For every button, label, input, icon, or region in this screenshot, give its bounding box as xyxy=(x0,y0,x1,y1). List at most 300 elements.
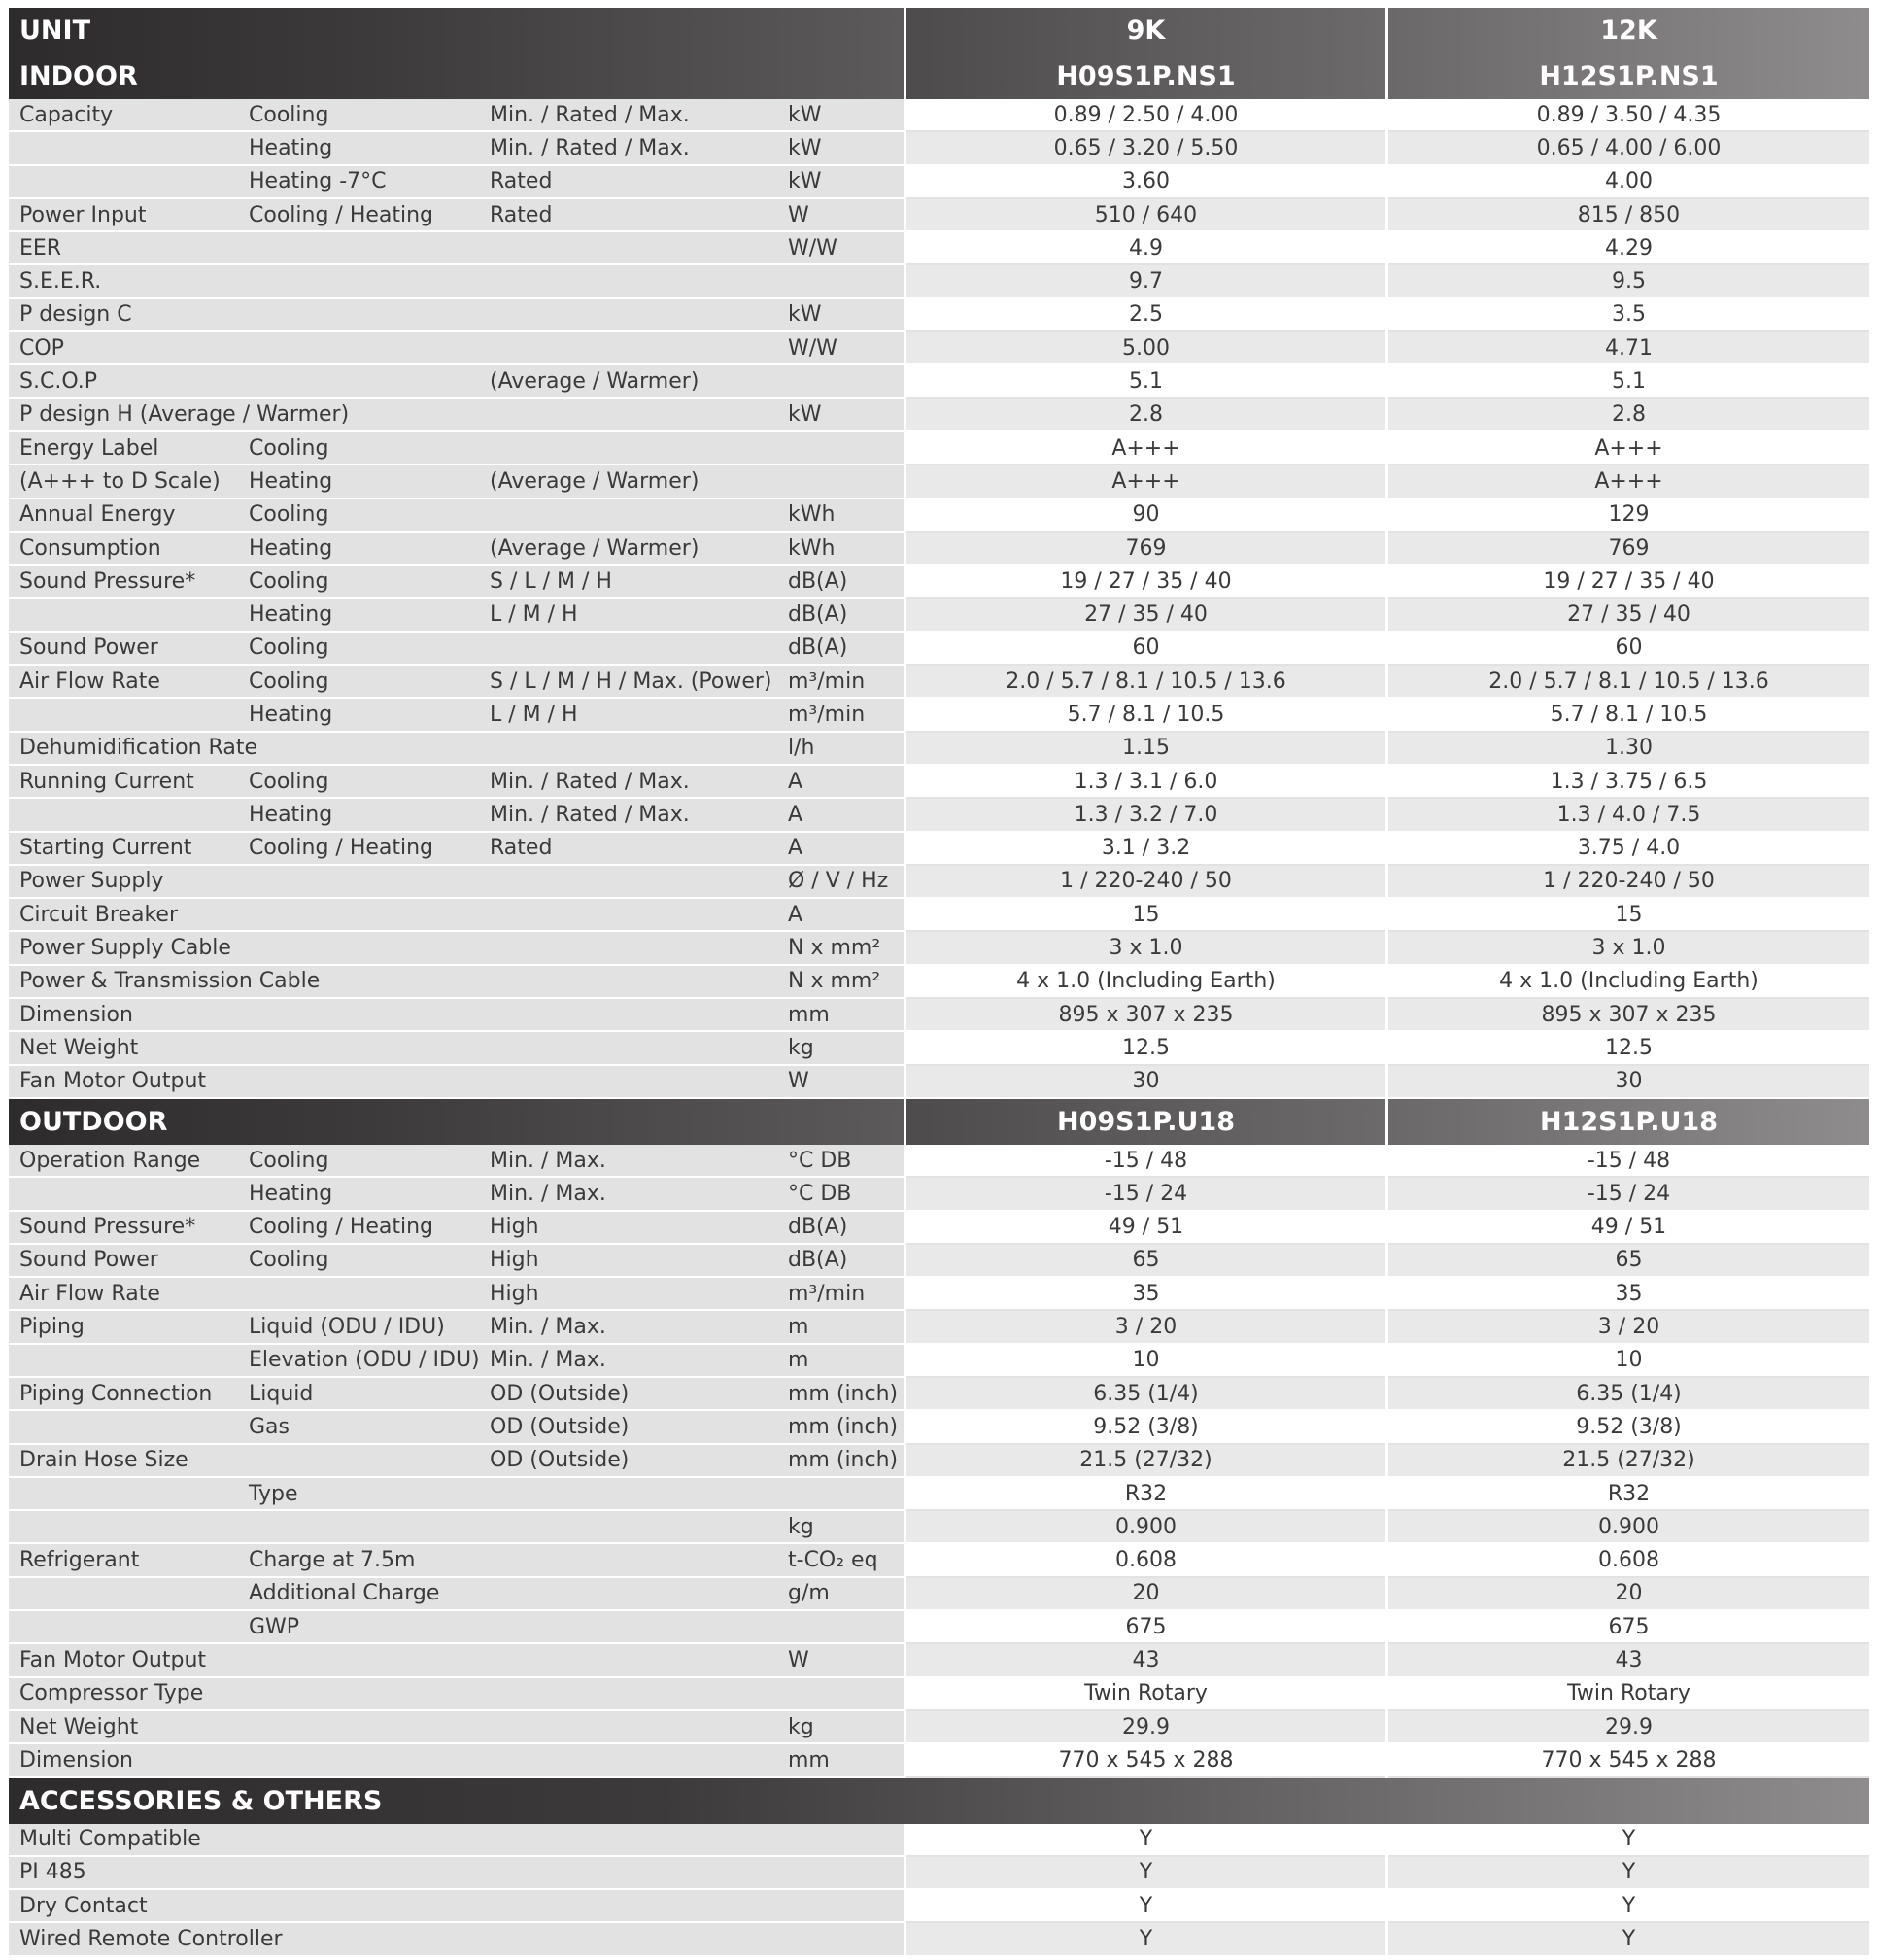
spec-condition: Rated xyxy=(490,202,553,227)
spec-label-cell xyxy=(9,199,904,232)
spec-item: Net Weight xyxy=(19,1714,139,1739)
spec-row xyxy=(9,1345,1869,1378)
spec-row xyxy=(9,766,1869,799)
value-9k: 3 x 1.0 xyxy=(906,932,1385,965)
value-9k: 769 xyxy=(906,533,1385,566)
spec-condition: High xyxy=(490,1281,539,1306)
value-12k: 3.5 xyxy=(1388,299,1869,332)
section-title: INDOOR xyxy=(9,53,904,99)
value-9k: 12.5 xyxy=(906,1032,1385,1065)
capacity-9k-header: 9K xyxy=(906,8,1385,53)
spec-row xyxy=(9,399,1869,432)
spec-label-cell xyxy=(9,1611,904,1644)
spec-item: S.C.O.P xyxy=(19,369,97,395)
spec-label-cell xyxy=(9,465,904,499)
spec-mode: Heating xyxy=(249,535,333,561)
spec-label-cell xyxy=(9,1923,904,1956)
spec-label-cell xyxy=(9,232,904,265)
value-9k: 15 xyxy=(906,899,1385,932)
spec-item: Sound Power xyxy=(19,1248,158,1273)
spec-label-cell xyxy=(9,866,904,899)
value-12k: 129 xyxy=(1388,499,1869,533)
spec-label-cell xyxy=(9,1678,904,1711)
value-12k: 43 xyxy=(1388,1644,1869,1677)
spec-condition: Rated xyxy=(490,836,553,861)
spec-unit: dB(A) xyxy=(788,602,848,628)
value-9k: 49 / 51 xyxy=(906,1212,1385,1245)
spec-item: Air Flow Rate xyxy=(19,1281,160,1306)
spec-label-cell xyxy=(9,265,904,298)
value-9k: 770 x 545 x 288 xyxy=(906,1744,1385,1777)
value-9k: 2.5 xyxy=(906,299,1385,332)
spec-item: Consumption xyxy=(19,535,161,561)
value-9k: Twin Rotary xyxy=(906,1678,1385,1711)
spec-item: COP xyxy=(19,335,64,361)
spec-item: Compressor Type xyxy=(19,1681,204,1706)
spec-label-cell xyxy=(9,1066,904,1099)
spec-label-cell xyxy=(9,299,904,332)
spec-row xyxy=(9,232,1869,265)
spec-item: Running Current xyxy=(19,769,194,794)
spec-item: Capacity xyxy=(19,102,114,127)
spec-mode: Heating xyxy=(249,1181,333,1206)
value-12k: 65 xyxy=(1388,1245,1869,1278)
value-12k: 9.52 (3/8) xyxy=(1388,1411,1869,1444)
value-9k: 27 / 35 / 40 xyxy=(906,599,1385,632)
spec-row xyxy=(9,1578,1869,1611)
value-12k: 0.65 / 4.00 / 6.00 xyxy=(1388,132,1869,165)
spec-unit: W xyxy=(788,202,809,227)
spec-row xyxy=(9,365,1869,398)
spec-item: Drain Hose Size xyxy=(19,1448,188,1473)
spec-label-cell xyxy=(9,1478,904,1511)
spec-row xyxy=(9,1066,1869,1099)
spec-row xyxy=(9,1311,1869,1344)
spec-unit: l/h xyxy=(788,736,815,761)
spec-mode: Cooling / Heating xyxy=(249,1215,434,1240)
value-12k: 675 xyxy=(1388,1611,1869,1644)
value-9k: 510 / 640 xyxy=(906,199,1385,232)
value-9k: 21.5 (27/32) xyxy=(906,1445,1385,1478)
value-9k: 9.52 (3/8) xyxy=(906,1411,1385,1444)
spec-row xyxy=(9,1678,1869,1711)
value-9k: 20 xyxy=(906,1578,1385,1611)
spec-condition: S / L / M / H xyxy=(490,568,612,594)
spec-row xyxy=(9,465,1869,499)
spec-item: Sound Pressure* xyxy=(19,1215,196,1240)
spec-unit: kW xyxy=(788,102,822,127)
spec-label-cell xyxy=(9,1145,904,1178)
value-12k: A+++ xyxy=(1388,465,1869,499)
value-12k: 19 / 27 / 35 / 40 xyxy=(1388,566,1869,599)
spec-row xyxy=(9,1857,1869,1890)
spec-unit: A xyxy=(788,836,803,861)
spec-row xyxy=(9,866,1869,899)
spec-row xyxy=(9,1032,1869,1065)
section-header-row xyxy=(9,1099,1869,1145)
value-12k: 49 / 51 xyxy=(1388,1212,1869,1245)
spec-unit: kW xyxy=(788,302,822,327)
spec-label-cell xyxy=(9,533,904,566)
spec-row xyxy=(9,99,1869,132)
spec-row xyxy=(9,199,1869,232)
spec-item: S.E.E.R. xyxy=(19,269,102,294)
spec-unit: m³/min xyxy=(788,702,866,727)
spec-label-cell xyxy=(9,1378,904,1411)
spec-row xyxy=(9,1744,1869,1777)
model-9k: H09S1P.NS1 xyxy=(906,53,1385,99)
spec-row xyxy=(9,265,1869,298)
value-12k: -15 / 48 xyxy=(1388,1145,1869,1178)
value-12k: 0.89 / 3.50 / 4.35 xyxy=(1388,99,1869,132)
value-12k: 2.8 xyxy=(1388,399,1869,432)
spec-label-cell xyxy=(9,1578,904,1611)
spec-unit: A xyxy=(788,802,803,827)
value-12k: 27 / 35 / 40 xyxy=(1388,599,1869,632)
spec-row xyxy=(9,966,1869,999)
value-9k: 0.608 xyxy=(906,1544,1385,1577)
spec-unit: mm (inch) xyxy=(788,1414,899,1439)
spec-row xyxy=(9,132,1869,165)
spec-label-cell xyxy=(9,1411,904,1444)
spec-unit: mm (inch) xyxy=(788,1448,899,1473)
spec-row xyxy=(9,1890,1869,1923)
value-12k: 1 / 220-240 / 50 xyxy=(1388,866,1869,899)
value-9k: 1 / 220-240 / 50 xyxy=(906,866,1385,899)
spec-item: Refrigerant xyxy=(19,1548,140,1573)
spec-label-cell xyxy=(9,932,904,965)
spec-label-cell xyxy=(9,666,904,699)
spec-unit: kWh xyxy=(788,535,836,561)
spec-item: Power & Transmission Cable xyxy=(19,969,321,994)
spec-mode: Heating xyxy=(249,468,333,494)
spec-row xyxy=(9,1278,1869,1311)
value-12k: A+++ xyxy=(1388,432,1869,465)
spec-row xyxy=(9,1145,1869,1178)
spec-unit: °C DB xyxy=(788,1181,852,1206)
value-9k: 0.900 xyxy=(906,1511,1385,1544)
spec-label-cell xyxy=(9,166,904,199)
value-9k: 4 x 1.0 (Including Earth) xyxy=(906,966,1385,999)
spec-label-cell xyxy=(9,365,904,398)
spec-unit: m xyxy=(788,1315,809,1340)
model-12k: H12S1P.U18 xyxy=(1388,1099,1869,1145)
spec-unit: W/W xyxy=(788,235,837,260)
value-9k: 29.9 xyxy=(906,1711,1385,1744)
spec-label-cell xyxy=(9,1311,904,1344)
spec-label-cell xyxy=(9,1824,904,1857)
value-12k: 10 xyxy=(1388,1345,1869,1378)
spec-mode: Gas xyxy=(249,1414,290,1439)
value-9k: 675 xyxy=(906,1611,1385,1644)
model-9k: H09S1P.U18 xyxy=(906,1099,1385,1145)
value-9k: 65 xyxy=(906,1245,1385,1278)
value-12k: 29.9 xyxy=(1388,1711,1869,1744)
spec-condition: Min. / Rated / Max. xyxy=(490,802,690,827)
spec-unit: mm xyxy=(788,1747,830,1772)
spec-unit: t-CO₂ eq xyxy=(788,1548,878,1573)
value-9k: A+++ xyxy=(906,465,1385,499)
spec-row xyxy=(9,499,1869,533)
spec-row xyxy=(9,1245,1869,1278)
spec-mode: Cooling xyxy=(249,669,329,694)
value-12k: 0.900 xyxy=(1388,1511,1869,1544)
spec-item: Power Input xyxy=(19,202,147,227)
value-12k: 1.3 / 3.75 / 6.5 xyxy=(1388,766,1869,799)
spec-item: PI 485 xyxy=(19,1860,86,1885)
spec-label-cell xyxy=(9,1544,904,1577)
spec-row xyxy=(9,633,1869,666)
spec-unit: kg xyxy=(788,1035,814,1060)
spec-item: Dimension xyxy=(19,1002,133,1027)
spec-label-cell xyxy=(9,1511,904,1544)
spec-unit: W xyxy=(788,1069,809,1094)
spec-condition: S / L / M / H / Max. (Power) xyxy=(490,669,772,694)
spec-label-cell xyxy=(9,833,904,866)
value-9k: Y xyxy=(906,1923,1385,1956)
unit-header-row xyxy=(9,8,1869,53)
value-12k: 3 / 20 xyxy=(1388,1311,1869,1344)
spec-unit: mm (inch) xyxy=(788,1381,899,1406)
spec-table xyxy=(9,8,1869,1957)
value-12k: 21.5 (27/32) xyxy=(1388,1445,1869,1478)
value-9k: 5.1 xyxy=(906,365,1385,398)
spec-unit: N x mm² xyxy=(788,936,881,961)
value-12k: 3 x 1.0 xyxy=(1388,932,1869,965)
spec-item: Circuit Breaker xyxy=(19,902,179,927)
spec-label-cell xyxy=(9,1278,904,1311)
spec-row xyxy=(9,599,1869,632)
value-9k: 1.3 / 3.2 / 7.0 xyxy=(906,799,1385,832)
spec-item: Air Flow Rate xyxy=(19,669,160,694)
spec-item: P design H (Average / Warmer) xyxy=(19,402,350,428)
value-9k: R32 xyxy=(906,1478,1385,1511)
spec-row xyxy=(9,1212,1869,1245)
spec-unit: m³/min xyxy=(788,1281,866,1306)
spec-mode: Liquid xyxy=(249,1381,314,1406)
spec-label-cell xyxy=(9,599,904,632)
spec-row xyxy=(9,1923,1869,1956)
spec-label-cell xyxy=(9,332,904,365)
spec-unit: W/W xyxy=(788,335,837,361)
spec-condition: L / M / H xyxy=(490,602,578,628)
spec-unit: A xyxy=(788,902,803,927)
spec-row xyxy=(9,1478,1869,1511)
spec-row xyxy=(9,666,1869,699)
value-12k: -15 / 24 xyxy=(1388,1178,1869,1211)
spec-label-cell xyxy=(9,1345,904,1378)
value-9k: 2.8 xyxy=(906,399,1385,432)
spec-mode: Cooling xyxy=(249,636,329,661)
spec-label-cell xyxy=(9,1744,904,1777)
value-12k: 60 xyxy=(1388,633,1869,666)
spec-mode: Cooling xyxy=(249,502,329,528)
value-12k: 4.29 xyxy=(1388,232,1869,265)
section-header-row xyxy=(9,53,1869,99)
spec-row xyxy=(9,999,1869,1032)
value-9k: -15 / 48 xyxy=(906,1145,1385,1178)
value-9k: 5.00 xyxy=(906,332,1385,365)
spec-mode: Type xyxy=(249,1481,298,1506)
section-title: OUTDOOR xyxy=(9,1099,904,1145)
spec-row xyxy=(9,1178,1869,1211)
value-12k: 6.35 (1/4) xyxy=(1388,1378,1869,1411)
spec-label-cell xyxy=(9,432,904,465)
spec-unit: W xyxy=(788,1648,809,1672)
value-9k: 1.3 / 3.1 / 6.0 xyxy=(906,766,1385,799)
spec-row xyxy=(9,533,1869,566)
spec-label-cell xyxy=(9,966,904,999)
value-12k: 35 xyxy=(1388,1278,1869,1311)
spec-unit: kg xyxy=(788,1714,814,1739)
spec-mode: GWP xyxy=(249,1614,300,1639)
spec-item: P design C xyxy=(19,302,132,327)
spec-row xyxy=(9,1511,1869,1544)
spec-label-cell xyxy=(9,566,904,599)
spec-unit: °C DB xyxy=(788,1148,852,1173)
capacity-12k-header: 12K xyxy=(1388,8,1869,53)
spec-mode: Heating xyxy=(249,702,333,727)
value-12k: 3.75 / 4.0 xyxy=(1388,833,1869,866)
spec-unit: A xyxy=(788,769,803,794)
spec-row xyxy=(9,733,1869,766)
section-header-row xyxy=(9,1778,1869,1824)
spec-item: Power Supply Cable xyxy=(19,936,231,961)
value-12k: 5.1 xyxy=(1388,365,1869,398)
spec-row xyxy=(9,833,1869,866)
value-9k: 9.7 xyxy=(906,265,1385,298)
value-9k: 60 xyxy=(906,633,1385,666)
value-9k: Y xyxy=(906,1857,1385,1890)
value-12k: R32 xyxy=(1388,1478,1869,1511)
spec-row xyxy=(9,899,1869,932)
spec-condition: Min. / Rated / Max. xyxy=(490,135,690,160)
value-12k: 895 x 307 x 235 xyxy=(1388,999,1869,1032)
value-12k: 1.3 / 4.0 / 7.5 xyxy=(1388,799,1869,832)
spec-mode: Heating xyxy=(249,602,333,628)
spec-item: EER xyxy=(19,235,62,260)
value-12k: 4.00 xyxy=(1388,166,1869,199)
value-12k: 770 x 545 x 288 xyxy=(1388,1744,1869,1777)
value-12k: 1.30 xyxy=(1388,733,1869,766)
value-9k: 35 xyxy=(906,1278,1385,1311)
spec-row xyxy=(9,1378,1869,1411)
section-title: ACCESSORIES & OTHERS xyxy=(9,1778,1869,1824)
spec-mode: Cooling xyxy=(249,769,329,794)
value-12k: 769 xyxy=(1388,533,1869,566)
value-9k: 2.0 / 5.7 / 8.1 / 10.5 / 13.6 xyxy=(906,666,1385,699)
spec-label-cell xyxy=(9,99,904,132)
spec-label-cell xyxy=(9,1890,904,1923)
value-9k: Y xyxy=(906,1824,1385,1857)
unit-label: UNIT xyxy=(9,8,904,53)
value-12k: Twin Rotary xyxy=(1388,1678,1869,1711)
spec-label-cell xyxy=(9,1032,904,1065)
value-9k: 0.89 / 2.50 / 4.00 xyxy=(906,99,1385,132)
spec-row xyxy=(9,432,1869,465)
spec-item: Multi Compatible xyxy=(19,1827,201,1852)
value-9k: 5.7 / 8.1 / 10.5 xyxy=(906,699,1385,732)
spec-row xyxy=(9,799,1869,832)
spec-unit: dB(A) xyxy=(788,568,848,594)
spec-item: Fan Motor Output xyxy=(19,1069,207,1094)
spec-condition: OD (Outside) xyxy=(490,1414,630,1439)
spec-row xyxy=(9,1411,1869,1444)
spec-condition: (Average / Warmer) xyxy=(490,369,700,395)
spec-row xyxy=(9,1445,1869,1478)
value-9k: 90 xyxy=(906,499,1385,533)
spec-mode: Liquid (ODU / IDU) xyxy=(249,1315,445,1340)
spec-unit: Ø / V / Hz xyxy=(788,869,889,894)
spec-mode: Heating -7°C xyxy=(249,169,387,194)
spec-label-cell xyxy=(9,399,904,432)
value-9k: Y xyxy=(906,1890,1385,1923)
spec-condition: OD (Outside) xyxy=(490,1448,630,1473)
spec-item: Power Supply xyxy=(19,869,164,894)
spec-item: Dry Contact xyxy=(19,1893,148,1918)
spec-unit: dB(A) xyxy=(788,1215,848,1240)
spec-unit: N x mm² xyxy=(788,969,881,994)
value-12k: 815 / 850 xyxy=(1388,199,1869,232)
spec-label-cell xyxy=(9,699,904,732)
spec-item: Dehumidification Rate xyxy=(19,736,257,761)
spec-row xyxy=(9,566,1869,599)
spec-unit: kW xyxy=(788,402,822,428)
spec-item: Wired Remote Controller xyxy=(19,1927,283,1952)
spec-mode: Cooling xyxy=(249,568,329,594)
spec-mode: Cooling xyxy=(249,1248,329,1273)
spec-label-cell xyxy=(9,999,904,1032)
value-9k: 6.35 (1/4) xyxy=(906,1378,1385,1411)
value-9k: 3.1 / 3.2 xyxy=(906,833,1385,866)
spec-label-cell xyxy=(9,1445,904,1478)
spec-mode: Cooling xyxy=(249,102,329,127)
value-12k: 12.5 xyxy=(1388,1032,1869,1065)
spec-item: Annual Energy xyxy=(19,502,176,528)
spec-condition: OD (Outside) xyxy=(490,1381,630,1406)
spec-row xyxy=(9,1611,1869,1644)
spec-mode: Heating xyxy=(249,135,333,160)
spec-unit: kW xyxy=(788,169,822,194)
value-12k: 20 xyxy=(1388,1578,1869,1611)
value-12k: Y xyxy=(1388,1890,1869,1923)
spec-mode: Charge at 7.5m xyxy=(249,1548,416,1573)
value-12k: 4 x 1.0 (Including Earth) xyxy=(1388,966,1869,999)
spec-label-cell xyxy=(9,1178,904,1211)
value-12k: Y xyxy=(1388,1824,1869,1857)
spec-unit: kg xyxy=(788,1514,814,1539)
spec-condition: Min. / Max. xyxy=(490,1181,606,1206)
spec-label-cell xyxy=(9,733,904,766)
value-9k: 895 x 307 x 235 xyxy=(906,999,1385,1032)
spec-label-cell xyxy=(9,1212,904,1245)
spec-item: Piping xyxy=(19,1315,85,1340)
spec-item: Piping Connection xyxy=(19,1381,213,1406)
spec-row xyxy=(9,932,1869,965)
spec-item: Fan Motor Output xyxy=(19,1648,207,1672)
spec-item: Dimension xyxy=(19,1747,133,1772)
spec-label-cell xyxy=(9,766,904,799)
spec-unit: dB(A) xyxy=(788,636,848,661)
spec-condition: Min. / Rated / Max. xyxy=(490,769,690,794)
value-12k: Y xyxy=(1388,1857,1869,1890)
spec-condition: High xyxy=(490,1215,539,1240)
model-12k: H12S1P.NS1 xyxy=(1388,53,1869,99)
spec-unit: m xyxy=(788,1348,809,1373)
spec-row xyxy=(9,1544,1869,1577)
spec-mode: Heating xyxy=(249,802,333,827)
spec-mode: Cooling / Heating xyxy=(249,836,434,861)
